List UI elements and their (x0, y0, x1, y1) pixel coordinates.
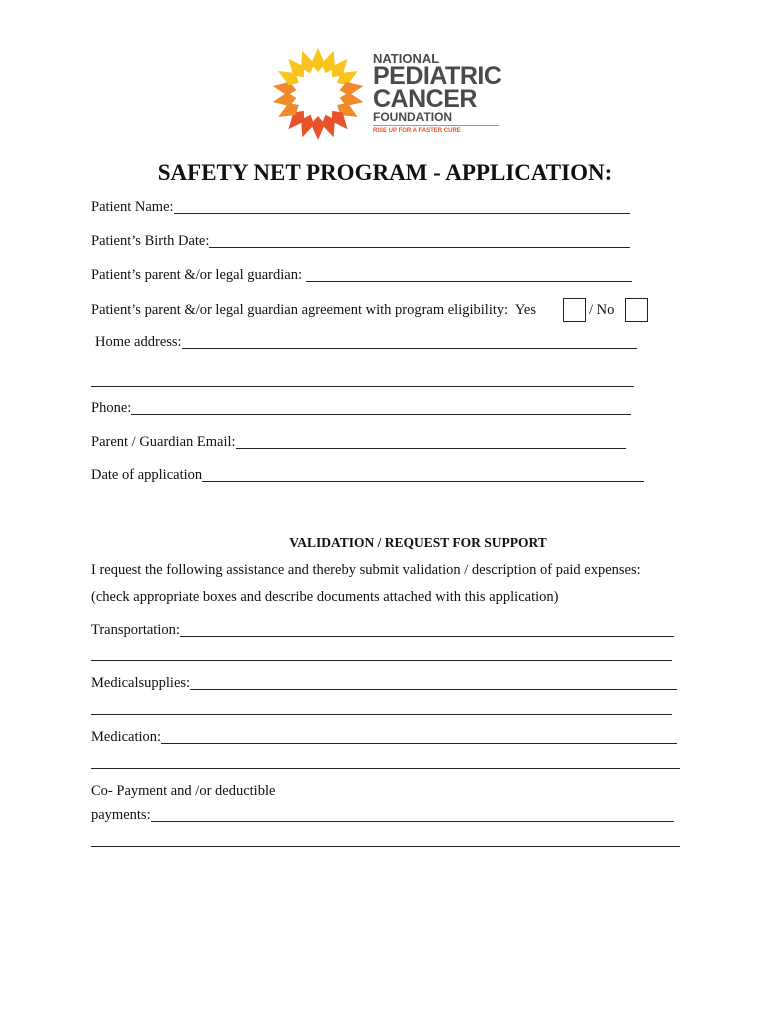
copay-input[interactable] (151, 820, 674, 822)
request-text: I request the following assistance and thereby submit validation / description of paid expenses: (91, 562, 641, 578)
transportation-input[interactable] (180, 635, 674, 637)
date-input[interactable] (202, 480, 644, 482)
logo-foundation: FOUNDATION (373, 110, 453, 124)
medical-supplies-line-2[interactable] (91, 714, 672, 715)
section-heading: VALIDATION / REQUEST FOR SUPPORT (289, 535, 547, 550)
phone-label: Phone: (91, 400, 132, 416)
copay-field[interactable] (91, 807, 674, 824)
patient-name-field[interactable] (91, 199, 630, 216)
page-title: SAFETY NET PROGRAM - APPLICATION: (157, 160, 613, 185)
home-address-input[interactable] (182, 347, 637, 349)
medical-supplies-field[interactable] (91, 675, 677, 692)
logo-pediatric: PEDIATRIC (373, 62, 502, 90)
transportation-line-2[interactable] (91, 660, 672, 661)
copay-label-line1: Co- Payment and /or deductible (91, 783, 276, 799)
instructions-text: (check appropriate boxes and describe documents attached with this application) (91, 589, 559, 605)
logo-tagline: RISE UP FOR A FASTER CURE (373, 128, 461, 134)
sun-petal (311, 116, 325, 140)
date-field[interactable] (91, 467, 644, 484)
logo-national: NATIONAL (373, 51, 440, 66)
patient-name-input[interactable] (174, 212, 630, 214)
sun-petal (311, 48, 325, 72)
email-field[interactable] (91, 434, 626, 451)
copay-line-2[interactable] (91, 846, 680, 847)
birth-date-input[interactable] (209, 246, 630, 248)
copay-label-line2: payments: (91, 807, 151, 823)
phone-input[interactable] (131, 413, 631, 415)
birth-date-label: Patient’s Birth Date: (91, 233, 210, 249)
yes-checkbox[interactable] (563, 298, 586, 322)
home-address-label: Home address: (95, 334, 182, 350)
phone-field[interactable] (91, 400, 631, 417)
medical-supplies-label: Medicalsupplies: (91, 675, 191, 691)
home-address-field[interactable] (95, 334, 637, 351)
sun-icon (266, 44, 370, 144)
agreement-label: Patient’s parent &/or legal guardian agreement with program eligibility: Yes (91, 302, 536, 318)
logo-divider (373, 125, 499, 126)
guardian-label: Patient’s parent &/or legal guardian: (91, 267, 306, 283)
logo-cancer: CANCER (373, 85, 477, 113)
medication-line-2[interactable] (91, 768, 680, 769)
home-address-line-2[interactable] (91, 386, 634, 387)
medical-supplies-input[interactable] (190, 688, 677, 690)
guardian-input[interactable] (306, 280, 632, 282)
birth-date-field[interactable] (91, 233, 630, 250)
no-label: / No (589, 302, 615, 318)
transportation-field[interactable] (91, 622, 674, 639)
guardian-field[interactable] (91, 267, 632, 284)
email-label: Parent / Guardian Email: (91, 434, 236, 450)
date-label: Date of application (91, 467, 203, 483)
email-input[interactable] (236, 447, 626, 449)
medication-field[interactable] (91, 729, 677, 746)
medication-label: Medication: (91, 729, 162, 745)
patient-name-label: Patient Name: (91, 199, 174, 215)
no-checkbox[interactable] (625, 298, 648, 322)
medication-input[interactable] (161, 742, 677, 744)
transportation-label: Transportation: (91, 622, 180, 638)
